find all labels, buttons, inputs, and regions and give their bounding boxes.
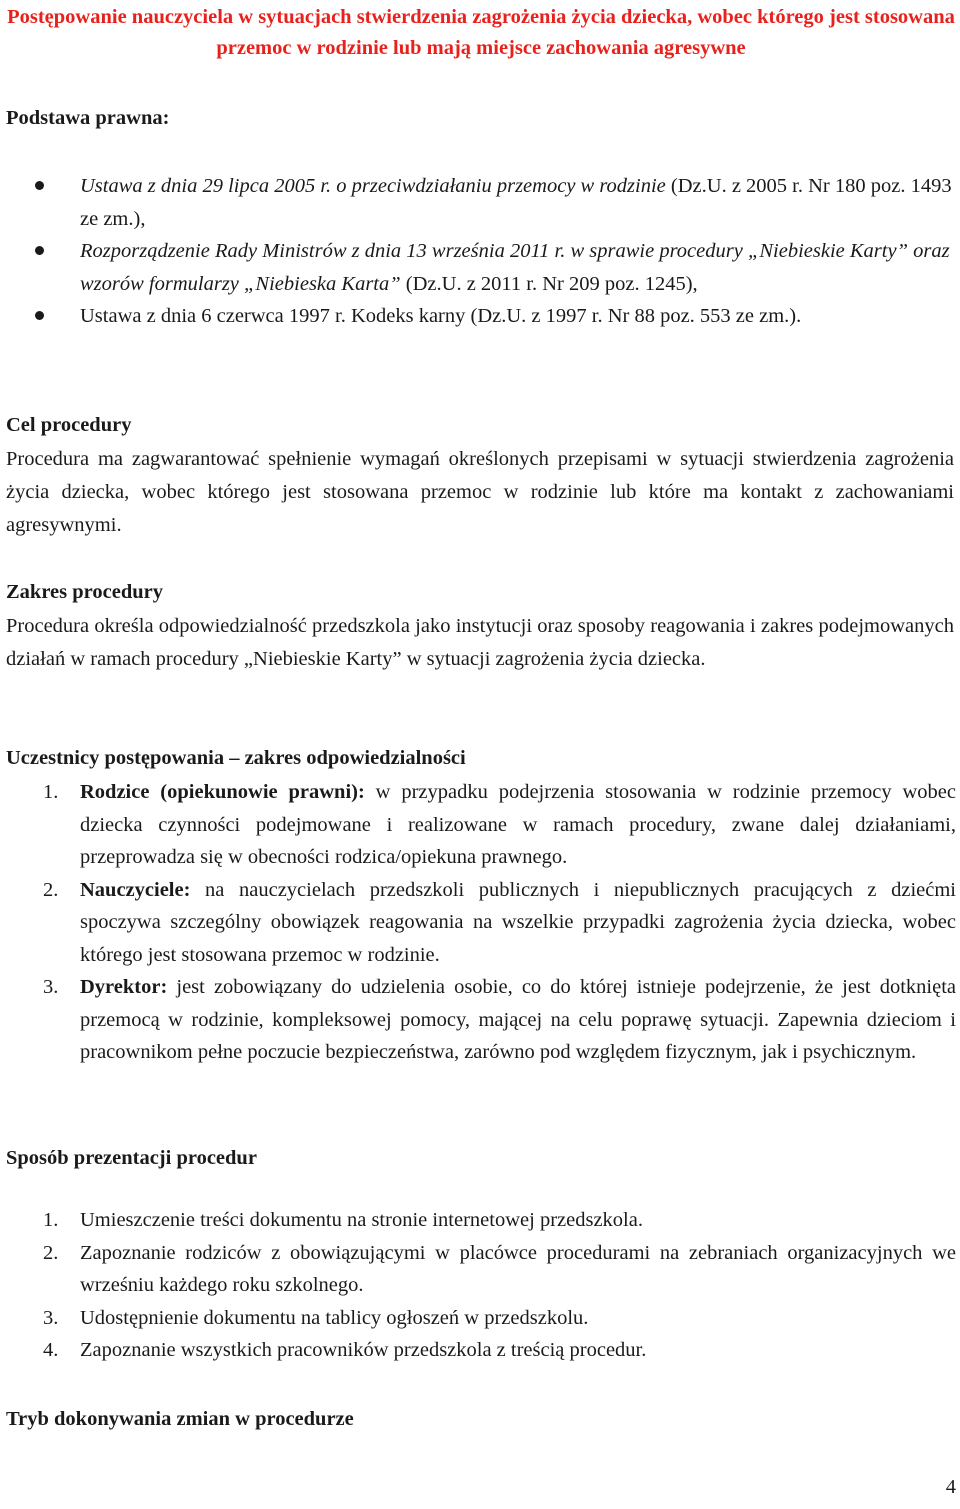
participants-list (6, 776, 956, 1069)
presentation-heading: Sposób prezentacji procedur (6, 1147, 257, 1169)
goal-text: Procedura ma zagwarantować spełnienie wymagań określonych przepisami w sytuacji stwierdzenia zagrożenia życia dziecka, wobec którego jest stosowana przemoc w rodzinie lub które ma kontakt z zachowaniami agresywnymi. (6, 448, 954, 536)
role-label: Nauczyciele: (80, 878, 191, 901)
bullet-icon (35, 181, 44, 190)
legal-basis-list (6, 170, 956, 333)
page-number: 4 (945, 1476, 956, 1498)
item-text: Udostępnienie dokumentu na tablicy ogłoszeń w przedszkolu. (80, 1306, 589, 1329)
document-title: Postępowanie nauczyciela w sytuacjach stwierdzenia zagrożenia życia dziecka, wobec którego jest stosowana przemoc w rodzinie lub mają miejsce zachowania agresywne (7, 6, 955, 59)
scope-text: Procedura określa odpowiedzialność przedszkola jako instytucji oraz sposoby reagowania i zakres podejmowanych działań w ramach procedury „Niebieskie Karty” w sytuacji zagrożenia życia dziecka. (6, 615, 954, 670)
role-description: jest zobowiązany do udzielenia osobie, co do której istnieje podejrzenie, że jest dotknięta przemocą w rodzinie, kompleksowej pomocy, mającej na celu poprawę sytuacji. Zapewnia dzieciom i pracownikom pełne poczucie bezpieczeństwa, zarówno pod względem fizycznym, jak i psychicznym. (80, 976, 956, 1063)
list-item (6, 1334, 956, 1367)
list-item (6, 1302, 956, 1335)
bullet-icon (35, 246, 44, 255)
participants-heading: Uczestnicy postępowania – zakres odpowiedzialności (6, 747, 466, 769)
item-number: 4. (43, 1339, 59, 1361)
item-number: 1. (43, 1209, 59, 1231)
scope-heading: Zakres procedury (6, 581, 163, 603)
changes-heading: Tryb dokonywania zmian w procedurze (6, 1408, 354, 1430)
item-number: 3. (43, 1306, 59, 1329)
list-item (6, 300, 956, 333)
act-reference: (Dz.U. z 2005 r. Nr 180 poz. 1493 ze zm.), (80, 175, 952, 230)
item-number: 3. (43, 976, 59, 998)
item-text: Zapoznanie rodziców z obowiązującymi w placówce procedurami na zebraniach organizacyjnych we wrześniu każdego roku szkolnego. (80, 1241, 956, 1296)
act-reference: (Dz.U. z 2011 r. Nr 209 poz. 1245), (400, 272, 698, 295)
role-description: na nauczycielach przedszkoli publicznych i niepublicznych pracujących z dziećmi spoczywa szczególny obowiązek reagowania na wszelkie przypadki zagrożenia życia dziecka, wobec którego jest stosowana przemoc w rodzinie. (80, 878, 956, 966)
bullet-icon (35, 311, 44, 320)
role-label: Dyrektor: (80, 976, 168, 998)
list-item (6, 235, 956, 300)
legal-basis-heading: Podstawa prawna: (6, 107, 170, 129)
item-text: Zapoznanie wszystkich pracowników przedszkola z treścią procedur. (80, 1339, 647, 1361)
item-number: 2. (43, 878, 59, 901)
role-label: Rodzice (opiekunowie prawni): (80, 781, 365, 803)
item-number: 1. (43, 781, 59, 803)
act-reference: Ustawa z dnia 6 czerwca 1997 r. Kodeks karny (Dz.U. z 1997 r. Nr 88 poz. 553 ze zm.). (80, 305, 802, 327)
list-item (6, 874, 956, 972)
list-item (6, 1237, 956, 1302)
act-title: Ustawa z dnia 29 lipca 2005 r. o przeciwdziałaniu przemocy w rodzinie (80, 175, 666, 197)
goal-heading: Cel procedury (6, 414, 132, 436)
list-item (6, 776, 956, 874)
role-description: w przypadku podejrzenia stosowania w rodzinie przemocy wobec dziecka czynności podejmowane i realizowane w ramach procedury, zwane dalej działaniami, przeprowadza się w obecności rodzica/opiekuna prawnego. (80, 781, 956, 868)
list-item (6, 170, 956, 235)
item-text: Umieszczenie treści dokumentu na stronie internetowej przedszkola. (80, 1209, 643, 1231)
list-item (6, 971, 956, 1069)
presentation-list (6, 1204, 956, 1367)
list-item (6, 1204, 956, 1237)
act-title: Rozporządzenie Rady Ministrów z dnia 13 września 2011 r. w sprawie procedury „Niebieskie Karty” oraz wzorów formularzy „Niebieska Karta” (80, 240, 950, 295)
item-number: 2. (43, 1241, 59, 1264)
